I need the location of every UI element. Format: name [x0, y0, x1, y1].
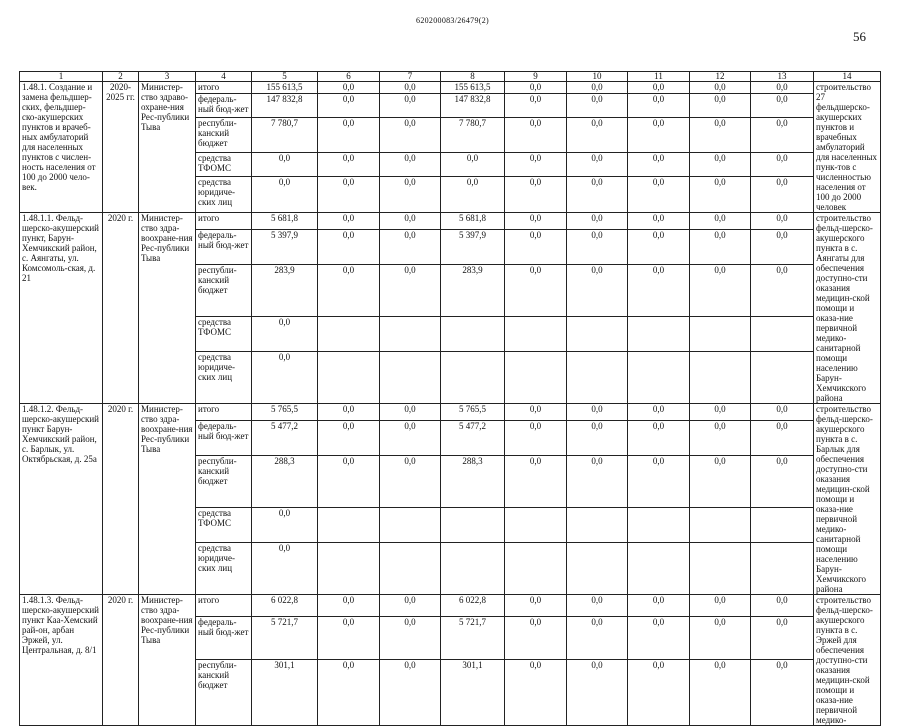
column-header: 9	[505, 72, 567, 82]
column-header: 10	[567, 72, 628, 82]
value-cell: 0,0	[505, 595, 567, 617]
value-cell: 0,0	[751, 177, 814, 213]
value-cell: 0,0	[751, 404, 814, 421]
value-cell	[441, 508, 505, 543]
document-id: 620200083/26479(2)	[416, 16, 489, 25]
value-cell: 0,0	[380, 616, 441, 660]
funding-source-label: федераль-ный бюд-жет	[196, 421, 252, 456]
value-cell: 0,0	[751, 660, 814, 726]
funding-source-label: итого	[196, 404, 252, 421]
table-row	[20, 213, 881, 230]
value-cell: 0,0	[441, 153, 505, 177]
value-cell: 0,0	[628, 660, 690, 726]
value-cell: 0,0	[628, 265, 690, 317]
value-cell: 7 780,7	[441, 117, 505, 153]
value-cell: 0,0	[505, 230, 567, 265]
funding-source-label: средства юридиче-ских лиц	[196, 351, 252, 403]
value-cell: 0,0	[751, 616, 814, 660]
value-cell: 0,0	[318, 117, 380, 153]
value-cell: 0,0	[567, 177, 628, 213]
value-cell	[690, 317, 751, 352]
value-cell	[567, 351, 628, 403]
item-name: 1.48.1.1. Фельд-шерско-акушерский пункт, Барун-Хемчикский район, с. Аянгаты, ул. Комсомоль-ская, д. 21	[20, 213, 103, 404]
value-cell: 0,0	[505, 93, 567, 117]
value-cell: 0,0	[380, 456, 441, 508]
budget-table	[19, 71, 881, 726]
value-cell	[567, 317, 628, 352]
value-cell: 5 477,2	[441, 421, 505, 456]
value-cell	[505, 508, 567, 543]
value-cell	[318, 508, 380, 543]
value-cell: 0,0	[751, 93, 814, 117]
value-cell: 0,0	[380, 660, 441, 726]
table-row	[20, 404, 881, 421]
column-header: 1	[20, 72, 103, 82]
value-cell: 0,0	[252, 317, 318, 352]
value-cell: 0,0	[751, 213, 814, 230]
value-cell: 0,0	[318, 456, 380, 508]
value-cell: 0,0	[567, 82, 628, 94]
value-cell: 0,0	[318, 153, 380, 177]
item-executor: Министер-ство здраво-охране-ния Рес-публики Тыва	[139, 82, 196, 213]
value-cell: 5 397,9	[441, 230, 505, 265]
value-cell: 0,0	[690, 213, 751, 230]
value-cell: 0,0	[318, 660, 380, 726]
value-cell: 5 721,7	[441, 616, 505, 660]
value-cell: 0,0	[690, 117, 751, 153]
value-cell: 0,0	[751, 153, 814, 177]
value-cell	[751, 351, 814, 403]
value-cell: 0,0	[628, 404, 690, 421]
value-cell: 0,0	[318, 595, 380, 617]
value-cell: 0,0	[380, 93, 441, 117]
item-executor: Министер-ство здра-воохране-ния Рес-публики Тыва	[139, 213, 196, 404]
value-cell: 0,0	[628, 93, 690, 117]
value-cell: 0,0	[318, 616, 380, 660]
funding-source-label: итого	[196, 213, 252, 230]
value-cell	[751, 508, 814, 543]
item-description: строительство 27 фельдшерско-акушерских пунктов и врачебных амбулаторий для населенных пунк-тов с численностью населения от 100 до 2000 человек	[814, 82, 881, 213]
value-cell: 0,0	[380, 117, 441, 153]
table-body	[20, 72, 881, 726]
value-cell: 0,0	[690, 404, 751, 421]
value-cell: 0,0	[690, 456, 751, 508]
value-cell	[441, 542, 505, 594]
value-cell: 147 832,8	[252, 93, 318, 117]
value-cell: 0,0	[380, 177, 441, 213]
value-cell: 0,0	[380, 213, 441, 230]
value-cell: 0,0	[751, 421, 814, 456]
value-cell: 0,0	[505, 117, 567, 153]
value-cell: 0,0	[441, 177, 505, 213]
column-header: 8	[441, 72, 505, 82]
funding-source-label: итого	[196, 82, 252, 94]
value-cell: 0,0	[505, 660, 567, 726]
value-cell: 0,0	[690, 230, 751, 265]
value-cell: 5 397,9	[252, 230, 318, 265]
item-period: 2020 г.	[103, 404, 139, 595]
value-cell: 0,0	[380, 404, 441, 421]
header-row	[20, 72, 881, 82]
value-cell: 0,0	[505, 616, 567, 660]
column-header: 13	[751, 72, 814, 82]
value-cell: 0,0	[628, 456, 690, 508]
value-cell: 0,0	[380, 265, 441, 317]
value-cell	[690, 351, 751, 403]
value-cell: 0,0	[318, 82, 380, 94]
item-executor: Министер-ство здра-воохране-ния Рес-публики Тыва	[139, 404, 196, 595]
funding-source-label: республи-канский бюджет	[196, 456, 252, 508]
value-cell: 0,0	[628, 230, 690, 265]
value-cell: 0,0	[751, 265, 814, 317]
value-cell: 5 681,8	[252, 213, 318, 230]
funding-source-label: республи-канский бюджет	[196, 660, 252, 726]
value-cell: 0,0	[505, 265, 567, 317]
value-cell: 0,0	[628, 153, 690, 177]
value-cell	[318, 351, 380, 403]
value-cell	[380, 317, 441, 352]
value-cell: 0,0	[505, 421, 567, 456]
value-cell	[380, 508, 441, 543]
value-cell: 0,0	[567, 616, 628, 660]
column-header: 11	[628, 72, 690, 82]
value-cell: 0,0	[690, 82, 751, 94]
value-cell: 0,0	[252, 177, 318, 213]
value-cell	[751, 542, 814, 594]
value-cell: 0,0	[505, 213, 567, 230]
value-cell: 0,0	[628, 595, 690, 617]
column-header: 14	[814, 72, 881, 82]
value-cell: 155 613,5	[252, 82, 318, 94]
funding-source-label: средства ТФОМС	[196, 508, 252, 543]
value-cell: 0,0	[505, 177, 567, 213]
value-cell: 0,0	[380, 153, 441, 177]
value-cell: 0,0	[751, 456, 814, 508]
value-cell: 0,0	[567, 456, 628, 508]
value-cell	[380, 351, 441, 403]
value-cell: 5 477,2	[252, 421, 318, 456]
value-cell	[690, 508, 751, 543]
value-cell: 0,0	[628, 177, 690, 213]
value-cell: 5 721,7	[252, 616, 318, 660]
value-cell: 0,0	[690, 595, 751, 617]
value-cell: 283,9	[252, 265, 318, 317]
item-period: 2020-2025 гг.	[103, 82, 139, 213]
item-executor: Министер-ство здра-воохране-ния Рес-публики Тыва	[139, 595, 196, 726]
value-cell: 0,0	[252, 508, 318, 543]
item-name: 1.48.1. Создание и замена фельдшер-ских, фельдшер-ско-акушерских пунктов и врачеб-ных амбулаторий для населенных пунктов с числен-ность населения от 100 до 2000 чело-век.	[20, 82, 103, 213]
value-cell: 288,3	[252, 456, 318, 508]
value-cell: 5 765,5	[441, 404, 505, 421]
value-cell: 0,0	[628, 421, 690, 456]
value-cell: 283,9	[441, 265, 505, 317]
value-cell: 0,0	[318, 230, 380, 265]
value-cell: 0,0	[567, 421, 628, 456]
value-cell: 0,0	[567, 213, 628, 230]
item-period: 2020 г.	[103, 595, 139, 726]
value-cell: 0,0	[690, 93, 751, 117]
value-cell: 0,0	[567, 93, 628, 117]
value-cell	[318, 317, 380, 352]
value-cell: 0,0	[628, 616, 690, 660]
value-cell	[628, 508, 690, 543]
item-description: строительство фельд-шерско-акушерского пункта в с. Аянгаты для обеспечения доступно-сти оказания медицин-ской помощи и оказа-ние первичной медико-санитарной помощи населению Барун-Хемчикского района	[814, 213, 881, 404]
value-cell: 0,0	[318, 93, 380, 117]
value-cell: 0,0	[252, 351, 318, 403]
value-cell: 5 681,8	[441, 213, 505, 230]
item-description: строительство фельд-шерско-акушерского пункта в с. Барлык для обеспечения доступно-сти оказания медицин-ской помощи и оказа-ние первичной медико-санитарной помощи населению Барун-Хемчикского района	[814, 404, 881, 595]
value-cell: 0,0	[751, 230, 814, 265]
value-cell: 0,0	[380, 421, 441, 456]
value-cell: 0,0	[380, 230, 441, 265]
value-cell	[628, 351, 690, 403]
funding-source-label: средства ТФОМС	[196, 317, 252, 352]
table-row	[20, 82, 881, 94]
table-row	[20, 595, 881, 617]
value-cell: 0,0	[628, 213, 690, 230]
value-cell: 0,0	[690, 660, 751, 726]
funding-source-label: республи-канский бюджет	[196, 265, 252, 317]
value-cell: 0,0	[751, 595, 814, 617]
value-cell: 0,0	[252, 153, 318, 177]
column-header: 3	[139, 72, 196, 82]
value-cell: 6 022,8	[252, 595, 318, 617]
value-cell	[567, 508, 628, 543]
funding-source-label: средства юридиче-ских лиц	[196, 177, 252, 213]
value-cell	[505, 351, 567, 403]
value-cell: 0,0	[567, 265, 628, 317]
value-cell: 0,0	[567, 660, 628, 726]
value-cell	[690, 542, 751, 594]
value-cell	[380, 542, 441, 594]
value-cell: 0,0	[567, 153, 628, 177]
column-header: 12	[690, 72, 751, 82]
value-cell: 5 765,5	[252, 404, 318, 421]
value-cell: 0,0	[751, 82, 814, 94]
column-header: 6	[318, 72, 380, 82]
funding-source-label: средства юридиче-ских лиц	[196, 542, 252, 594]
value-cell: 0,0	[690, 153, 751, 177]
value-cell: 0,0	[318, 404, 380, 421]
value-cell: 0,0	[567, 404, 628, 421]
value-cell: 0,0	[628, 82, 690, 94]
value-cell	[751, 317, 814, 352]
value-cell: 0,0	[380, 595, 441, 617]
column-header: 5	[252, 72, 318, 82]
item-name: 1.48.1.2. Фельд-шерско-акушерский пункт Барун-Хемчикский район, с. Барлык, ул. Октябрьская, д. 25а	[20, 404, 103, 595]
funding-source-label: республи-канский бюджет	[196, 117, 252, 153]
value-cell	[505, 542, 567, 594]
value-cell: 7 780,7	[252, 117, 318, 153]
value-cell: 0,0	[567, 117, 628, 153]
value-cell	[318, 542, 380, 594]
value-cell: 0,0	[690, 616, 751, 660]
value-cell	[567, 542, 628, 594]
value-cell: 0,0	[751, 117, 814, 153]
value-cell: 0,0	[567, 230, 628, 265]
value-cell: 0,0	[318, 421, 380, 456]
value-cell: 147 832,8	[441, 93, 505, 117]
value-cell: 0,0	[252, 542, 318, 594]
item-name: 1.48.1.3. Фельд-шерско-акушерский пункт Каа-Хемский рай-он, арбан Эржей, ул. Центральная, д. 8/1	[20, 595, 103, 726]
funding-source-label: итого	[196, 595, 252, 617]
funding-source-label: федераль-ный бюд-жет	[196, 230, 252, 265]
value-cell: 0,0	[505, 404, 567, 421]
value-cell	[505, 317, 567, 352]
funding-source-label: федераль-ный бюд-жет	[196, 93, 252, 117]
column-header: 2	[103, 72, 139, 82]
value-cell: 0,0	[318, 213, 380, 230]
value-cell	[628, 542, 690, 594]
value-cell: 0,0	[567, 595, 628, 617]
funding-source-label: федераль-ный бюд-жет	[196, 616, 252, 660]
column-header: 7	[380, 72, 441, 82]
value-cell: 0,0	[690, 177, 751, 213]
value-cell: 0,0	[505, 82, 567, 94]
value-cell	[628, 317, 690, 352]
value-cell: 0,0	[628, 117, 690, 153]
value-cell: 0,0	[505, 456, 567, 508]
value-cell	[441, 351, 505, 403]
value-cell	[441, 317, 505, 352]
value-cell: 0,0	[318, 265, 380, 317]
value-cell: 0,0	[505, 153, 567, 177]
value-cell: 6 022,8	[441, 595, 505, 617]
funding-source-label: средства ТФОМС	[196, 153, 252, 177]
value-cell: 0,0	[318, 177, 380, 213]
page-number: 56	[853, 29, 866, 44]
value-cell: 301,1	[252, 660, 318, 726]
value-cell: 0,0	[690, 421, 751, 456]
item-period: 2020 г.	[103, 213, 139, 404]
value-cell: 288,3	[441, 456, 505, 508]
item-description: строительство фельд-шерско-акушерского пункта в с. Эржей для обеспечения доступно-сти оказания медицин-ской помощи и оказа-ние первичной медико-	[814, 595, 881, 726]
value-cell: 155 613,5	[441, 82, 505, 94]
column-header: 4	[196, 72, 252, 82]
value-cell: 301,1	[441, 660, 505, 726]
value-cell: 0,0	[690, 265, 751, 317]
value-cell: 0,0	[380, 82, 441, 94]
